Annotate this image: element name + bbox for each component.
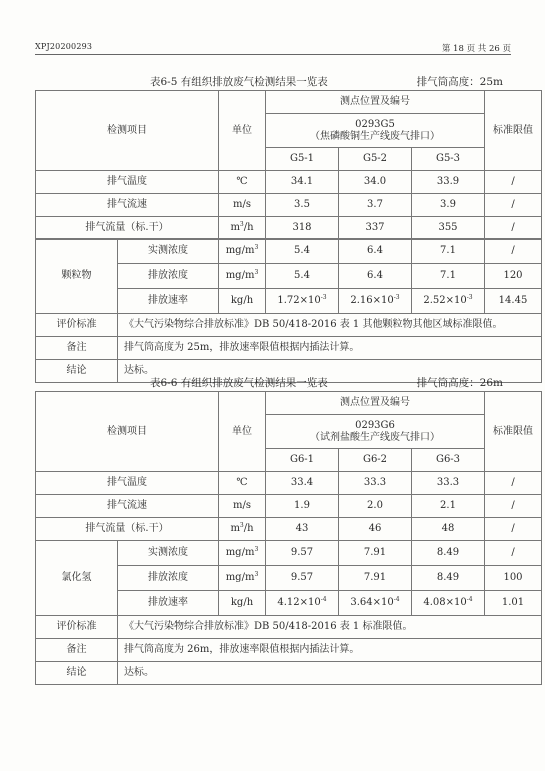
unit-cell: $m^3/h$ <box>219 518 266 541</box>
limit-cell: 100 <box>485 566 542 591</box>
header-limit: 标准限值 <box>485 91 542 171</box>
row-label: 排气流量（标.干） <box>36 217 219 240</box>
limit-cell: 1.01 <box>485 591 542 616</box>
table-row <box>36 217 542 240</box>
row-label: 排气流量（标.干） <box>36 518 219 541</box>
value-cell: 8.49 <box>412 566 485 591</box>
value-cell: 34.0 <box>339 171 412 194</box>
header-unit: 单位 <box>219 91 266 171</box>
unit-cell: m/s <box>219 495 266 518</box>
table-row <box>36 495 542 518</box>
point-code: 0293G5 <box>355 119 395 130</box>
conclusion-label: 结论 <box>36 360 118 383</box>
unit-cell: $mg/m^3$ <box>219 566 266 591</box>
row-label: 实测浓度 <box>118 541 219 566</box>
row-label: 排放速率 <box>118 591 219 616</box>
results-table-6-6 <box>35 391 542 685</box>
value-cell: 7.91 <box>339 541 412 566</box>
point-label: G5-2 <box>339 148 412 171</box>
header-item: 检测项目 <box>36 392 219 472</box>
point-label: G6-3 <box>412 449 485 472</box>
value-cell: 46 <box>339 518 412 541</box>
point-label: G5-3 <box>412 148 485 171</box>
header-item: 检测项目 <box>36 91 219 171</box>
value-cell: 5.4 <box>266 264 339 289</box>
unit-cell: kg/h <box>219 591 266 616</box>
unit-cell: m/s <box>219 194 266 217</box>
page-number: 第 18 页 共 26 页 <box>441 44 511 54</box>
note-label: 备注 <box>36 337 118 360</box>
value-cell: 48 <box>412 518 485 541</box>
value-cell: $3.64\times 10^{-4}$ <box>339 591 412 616</box>
limit-cell: 14.45 <box>485 289 542 314</box>
value-cell: 2.0 <box>339 495 412 518</box>
table-row <box>36 171 542 194</box>
value-cell: 6.4 <box>339 239 412 264</box>
header-location: 测点位置及编号 <box>266 392 485 415</box>
conclusion-text: 达标。 <box>118 662 542 685</box>
document-id: XPJ20200293 <box>35 42 93 51</box>
limit-cell: / <box>485 217 542 240</box>
table-row <box>36 518 542 541</box>
row-label: 排气温度 <box>36 472 219 495</box>
value-cell: 7.1 <box>412 264 485 289</box>
limit-cell: / <box>485 541 542 566</box>
value-cell: 9.57 <box>266 541 339 566</box>
limit-cell: / <box>485 495 542 518</box>
row-label: 实测浓度 <box>118 239 219 264</box>
value-cell: 1.9 <box>266 495 339 518</box>
point-info <box>266 114 485 148</box>
conclusion-label: 结论 <box>36 662 118 685</box>
value-cell: 3.5 <box>266 194 339 217</box>
note-label: 备注 <box>36 639 118 662</box>
value-cell: $1.72\times 10^{-3}$ <box>266 289 339 314</box>
eval-label: 评价标准 <box>36 314 118 337</box>
pollutant-name: 氯化氢 <box>36 541 118 616</box>
value-cell: 5.4 <box>266 239 339 264</box>
limit-cell: / <box>485 194 542 217</box>
value-cell: 7.1 <box>412 239 485 264</box>
unit-cell: ℃ <box>219 472 266 495</box>
point-label: G5-1 <box>266 148 339 171</box>
limit-cell: / <box>485 171 542 194</box>
eval-text: 《大气污染物综合排放标准》DB 50/418-2016 表 1 其他颗粒物其他区域标准限值。 <box>118 314 542 337</box>
limit-cell: / <box>485 239 542 264</box>
table-caption: 表6-5 有组织排放废气检测结果一览表 <box>150 76 328 88</box>
note-text: 排气筒高度为 26m，排放速率限值根据内插法计算。 <box>118 639 542 662</box>
value-cell: 7.91 <box>339 566 412 591</box>
value-cell: 34.1 <box>266 171 339 194</box>
value-cell: 3.9 <box>412 194 485 217</box>
value-cell: 6.4 <box>339 264 412 289</box>
point-name: （焦磷酸铜生产线废气排口） <box>310 130 440 142</box>
point-name: （试剂盐酸生产线废气排口） <box>310 431 440 443</box>
row-label: 排气温度 <box>36 171 219 194</box>
unit-cell: $m^3/h$ <box>219 217 266 240</box>
limit-cell: / <box>485 472 542 495</box>
value-cell: 2.1 <box>412 495 485 518</box>
eval-label: 评价标准 <box>36 616 118 639</box>
value-cell: 33.3 <box>339 472 412 495</box>
row-label: 排放浓度 <box>118 264 219 289</box>
unit-cell: $mg/m^3$ <box>219 264 266 289</box>
eval-text: 《大气污染物综合排放标准》DB 50/418-2016 表 1 标准限值。 <box>118 616 542 639</box>
header-unit: 单位 <box>219 392 266 472</box>
value-cell: 33.4 <box>266 472 339 495</box>
conclusion-text: 达标。 <box>118 360 542 383</box>
value-cell: 33.3 <box>412 472 485 495</box>
header-location: 测点位置及编号 <box>266 91 485 114</box>
value-cell: 8.49 <box>412 541 485 566</box>
value-cell: $4.12\times 10^{-4}$ <box>266 591 339 616</box>
value-cell: $2.16\times 10^{-3}$ <box>339 289 412 314</box>
table-row <box>36 194 542 217</box>
stack-height: 排气筒高度：26m <box>416 377 503 389</box>
row-label: 排气流速 <box>36 194 219 217</box>
value-cell: 33.9 <box>412 171 485 194</box>
limit-cell: / <box>485 518 542 541</box>
row-label: 排气流速 <box>36 495 219 518</box>
unit-cell: kg/h <box>219 289 266 314</box>
note-text: 排气筒高度为 25m，排放速率限值根据内插法计算。 <box>118 337 542 360</box>
header-limit: 标准限值 <box>485 392 542 472</box>
limit-cell: 120 <box>485 264 542 289</box>
stack-height: 排气筒高度：25m <box>416 76 503 88</box>
results-table-6-5 <box>35 90 542 240</box>
value-cell: 355 <box>412 217 485 240</box>
point-label: G6-1 <box>266 449 339 472</box>
header-divider <box>35 54 511 55</box>
row-label: 排放浓度 <box>118 566 219 591</box>
unit-cell: $mg/m^3$ <box>219 541 266 566</box>
value-cell: 9.57 <box>266 566 339 591</box>
value-cell: 337 <box>339 217 412 240</box>
point-label: G6-2 <box>339 449 412 472</box>
point-info <box>266 415 485 449</box>
point-code: 0293G6 <box>355 420 395 431</box>
pollutant-name: 颗粒物 <box>36 239 118 314</box>
unit-cell: $mg/m^3$ <box>219 239 266 264</box>
row-label: 排放速率 <box>118 289 219 314</box>
value-cell: 318 <box>266 217 339 240</box>
value-cell: $2.52\times 10^{-3}$ <box>412 289 485 314</box>
value-cell: 43 <box>266 518 339 541</box>
unit-cell: ℃ <box>219 171 266 194</box>
value-cell: $4.08\times 10^{-4}$ <box>412 591 485 616</box>
value-cell: 3.7 <box>339 194 412 217</box>
pollutant-subtable-6-5 <box>35 238 542 383</box>
table-row <box>36 472 542 495</box>
table-caption: 表6-6 有组织排放废气检测结果一览表 <box>150 377 328 389</box>
